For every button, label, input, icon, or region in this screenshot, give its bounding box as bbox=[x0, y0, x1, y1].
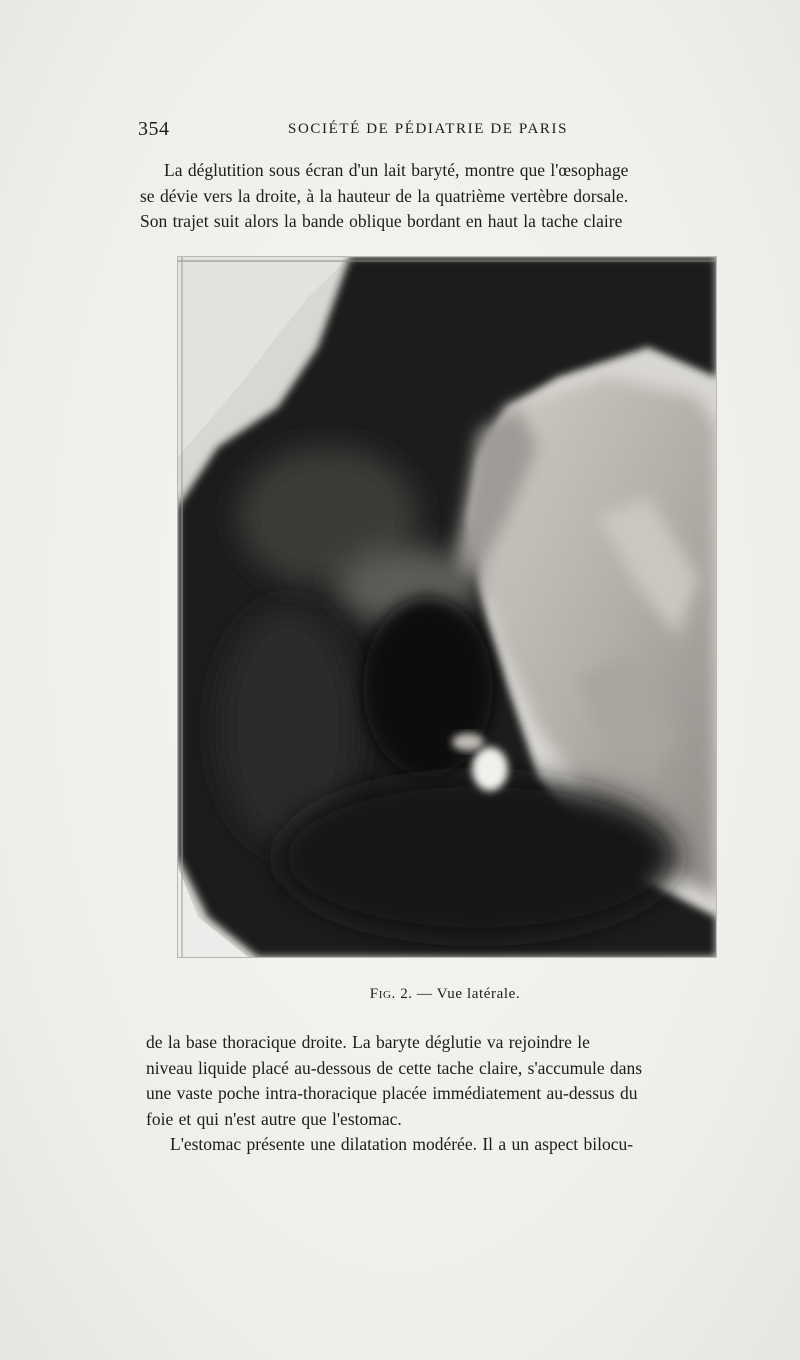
text-line: niveau liquide placé au-dessous de cette tache claire, s'accumule dans bbox=[146, 1057, 643, 1078]
text-line: L'estomac présente une dilatation modérée. Il a un aspect bilocu- bbox=[170, 1134, 634, 1154]
paragraph-top bbox=[140, 158, 750, 235]
radiograph-figure bbox=[178, 257, 716, 957]
figure-label: Fig. 2. bbox=[369, 986, 413, 1002]
text-line: La déglutition sous écran d'un lait baryté, montre que l'œsophage bbox=[164, 160, 629, 180]
page-number: 354 bbox=[138, 118, 170, 140]
text-line: foie et qui n'est autre que l'estomac. bbox=[146, 1108, 402, 1129]
text-line: une vaste poche intra-thoracique placée immédiatement au-dessus du bbox=[146, 1083, 638, 1103]
caption-separator: — bbox=[417, 986, 433, 1002]
paragraph-bottom bbox=[146, 1030, 750, 1158]
text-line: de la base thoracique droite. La baryte déglutie va rejoindre le bbox=[146, 1032, 590, 1052]
figure-title: Vue latérale. bbox=[436, 986, 521, 1002]
figure-caption bbox=[140, 986, 750, 1003]
text-line: Son trajet suit alors la bande oblique bordant en haut la tache claire bbox=[140, 211, 623, 231]
text-line: se dévie vers la droite, à la hauteur de la quatrième vertèbre dorsale. bbox=[140, 185, 629, 206]
radiograph-image bbox=[178, 257, 716, 957]
running-head bbox=[138, 118, 748, 142]
journal-title: SOCIÉTÉ DE PÉDIATRIE DE PARIS bbox=[288, 121, 569, 137]
